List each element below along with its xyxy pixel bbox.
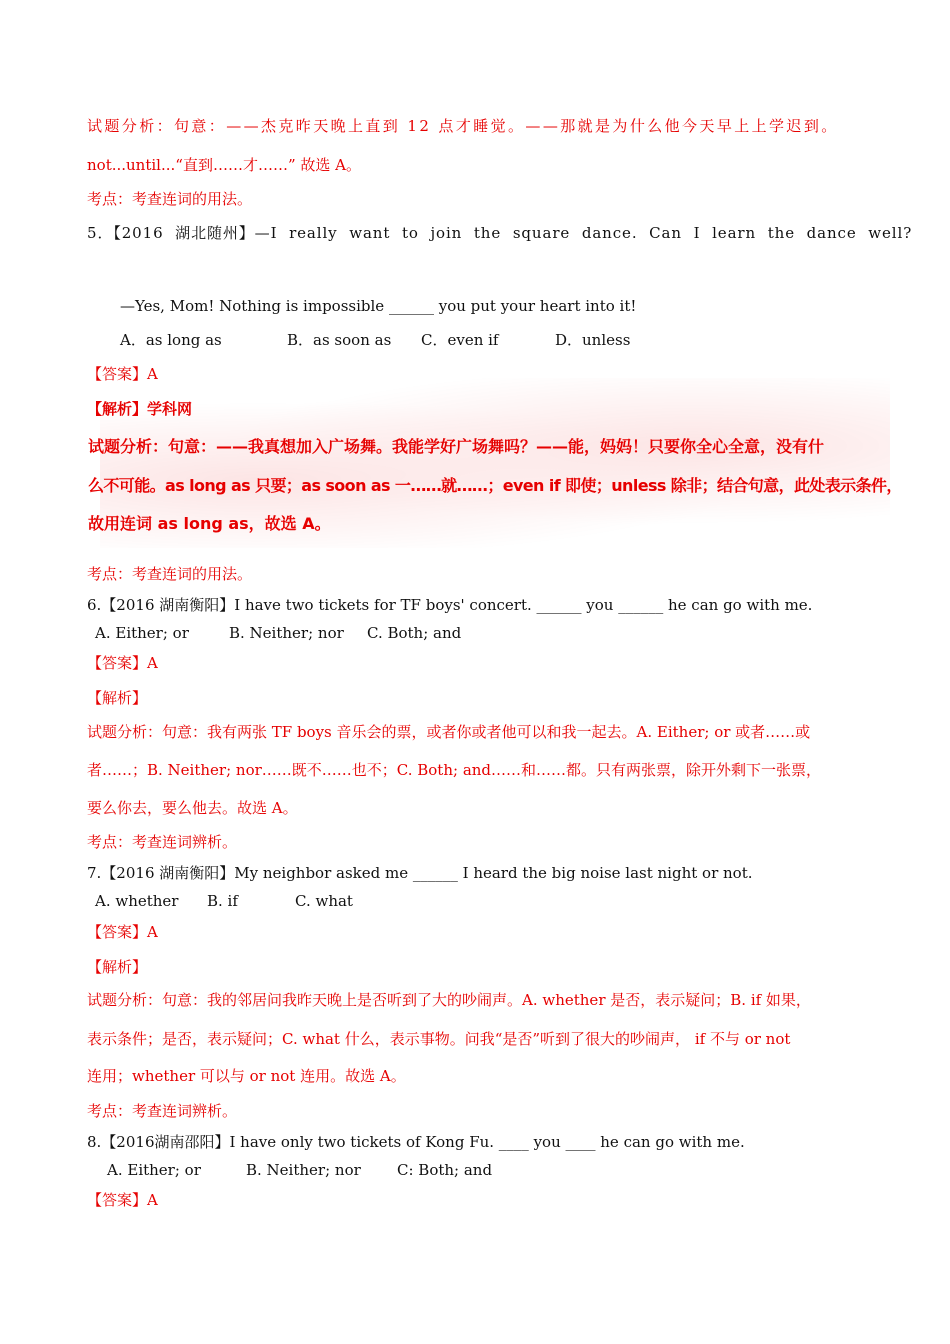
q4-analysis-line2: not...until...“直到……才……” 故选 A。: [87, 156, 361, 174]
q5-option-a: A．as long as: [120, 331, 222, 349]
q5-option-d: D．unless: [555, 331, 631, 349]
q6-analysis-line2: 者……；B. Neither; nor……既不……也不；C. Both; and……和……都。只有两张票，除开外剩下一张票，: [87, 761, 822, 779]
q7-jiexi: 【解析】: [87, 958, 148, 976]
q5-stem-line2: —Yes, Mom! Nothing is impossible ______ you put your heart into it!: [120, 297, 637, 315]
q7-answer: 【答案】A: [87, 923, 158, 941]
q4-analysis-line1: 试题分析：句意：——杰克昨天晚上直到 12 点才睡觉。——那就是为什么他今天早上上学迟到。: [87, 117, 839, 135]
q5-analysis-line3: 故用连词 as long as，故选 A。: [88, 514, 331, 533]
q8-option-a: A. Either; or: [107, 1161, 201, 1179]
q5-analysis-line1: 试题分析：句意：——我真想加入广场舞。我能学好广场舞吗？——能，妈妈！只要你全心全意，没有什: [88, 437, 825, 456]
q4-point: 考点：考查连词的用法。: [87, 190, 253, 208]
q7-option-c: C. what: [295, 892, 353, 910]
q7-analysis-line1: 试题分析：句意：我的邻居问我昨天晚上是否听到了大的吵闹声。A. whether 是否，表示疑问；B. if 如果，: [87, 991, 811, 1009]
q7-point: 考点：考查连词辨析。: [87, 1102, 238, 1120]
q5-option-b: B．as soon as: [287, 331, 392, 349]
q7-analysis-line2: 表示条件；是否，表示疑问；C. what 什么，表示事物。问我“是否”听到了很大的吵闹声， if 不与 or not: [87, 1030, 791, 1048]
q7-stem: 7.【2016 湖南衡阳】My neighbor asked me ______ I heard the big noise last night or not.: [87, 864, 753, 882]
q8-answer: 【答案】A: [87, 1191, 158, 1209]
q6-point: 考点：考查连词辨析。: [87, 833, 238, 851]
q5-answer: 【答案】A: [87, 365, 158, 383]
q6-analysis-line3: 要么你去，要么他去。故选 A。: [87, 799, 298, 817]
q8-stem: 8.【2016湖南邵阳】I have only two tickets of Kong Fu. ____ you ____ he can go with me.: [87, 1133, 745, 1151]
q6-option-c: C. Both; and: [367, 624, 462, 642]
q7-option-a: A. whether: [95, 892, 179, 910]
q7-analysis-line3: 连用；whether 可以与 or not 连用。故选 A。: [87, 1067, 406, 1085]
q7-option-b: B. if: [207, 892, 238, 910]
q8-option-c: C: Both; and: [397, 1161, 493, 1179]
q8-option-b: B. Neither; nor: [246, 1161, 361, 1179]
q5-option-c: C．even if: [421, 331, 499, 349]
q5-analysis-line2: 么不可能。as long as 只要；as soon as 一……就……；even if 即使；unless 除非；结合句意，此处表示条件，: [88, 476, 902, 495]
q6-stem: 6.【2016 湖南衡阳】I have two tickets for TF boys' concert. ______ you ______ he can go with me.: [87, 596, 813, 614]
q5-point: 考点：考查连词的用法。: [87, 565, 253, 583]
q6-option-b: B. Neither; nor: [229, 624, 344, 642]
q6-jiexi: 【解析】: [87, 689, 148, 707]
q6-answer: 【答案】A: [87, 654, 158, 672]
q5-stem-line1: 5．【2016 湖北随州】—I really want to join the square dance. Can I learn the dance well?: [87, 224, 913, 242]
q6-option-a: A. Either; or: [95, 624, 189, 642]
q5-jiexi: 【解析】学科网: [87, 400, 193, 418]
q6-analysis-line1: 试题分析：句意：我有两张 TF boys 音乐会的票，或者你或者他可以和我一起去。A. Either; or 或者……或: [87, 723, 811, 741]
